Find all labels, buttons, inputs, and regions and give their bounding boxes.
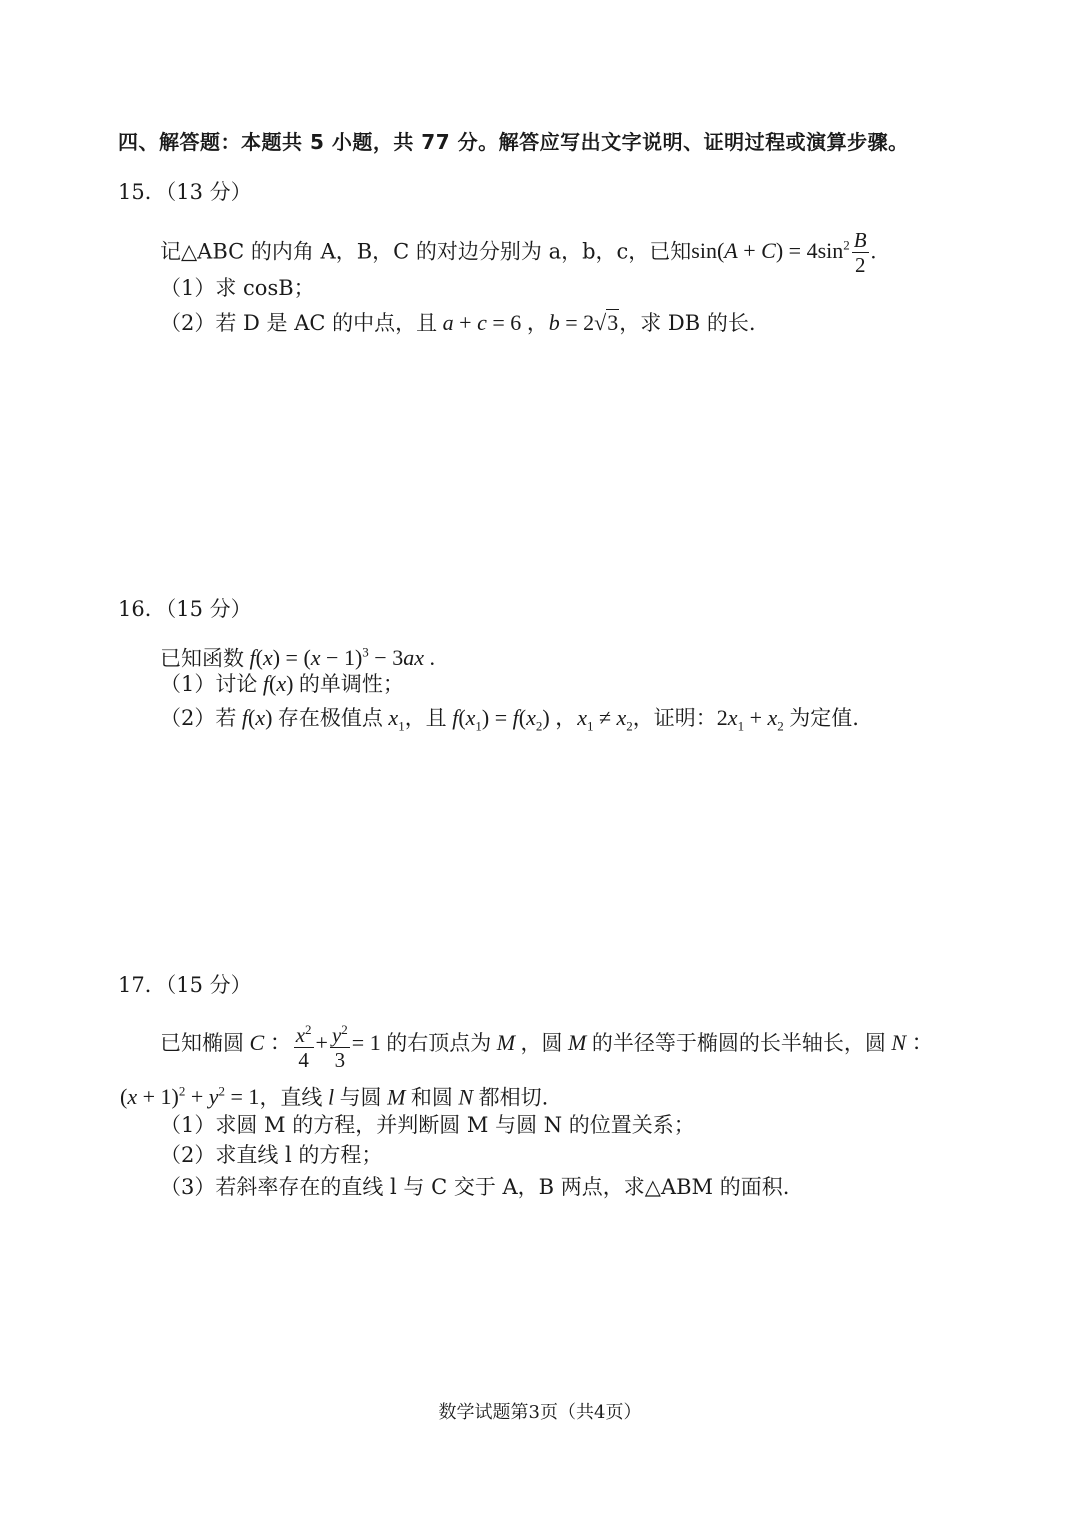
q15-fraction-b-over-2: $\frac{B}{2}$ bbox=[853, 228, 867, 278]
q16-stem-text: 已知函数 bbox=[160, 646, 244, 671]
q17-part3: （3）若斜率存在的直线 l 与 C 交于 A，B 两点，求△ABM 的面积. bbox=[160, 1175, 790, 1199]
q17-fraction-y2-over-3: $\frac{y^2}{3}$ bbox=[330, 1018, 350, 1072]
q15-stem: 记△ABC 的内角 A，B，C 的对边分别为 a，b，c，已知$\sin(A + C) = 4\sin^2$ $\frac{B}{2}$ . bbox=[160, 228, 877, 278]
q15-stem-text: 记△ABC 的内角 A，B，C 的对边分别为 a，b，c，已知 bbox=[160, 239, 692, 264]
page-footer: 数学试题第3页（共4页） bbox=[438, 1402, 642, 1423]
q16-label: 16．（15 分） bbox=[118, 597, 252, 621]
q16-part1 bbox=[160, 669, 404, 699]
q17-stem-line2: $(x + 1)^2 + y^2 = 1$，直线 l 与圆 M 和圆 N 都相切. bbox=[120, 1084, 549, 1110]
q15-part2 bbox=[160, 308, 756, 338]
q16-part1-text-b: 的单调性； bbox=[298, 672, 404, 696]
q16-part1-formula: f(x) bbox=[262, 671, 299, 696]
q15-part1: （1）求 cosB； bbox=[160, 276, 315, 300]
section-heading: 四、解答题：本题共 5 小题，共 77 分。解答应写出文字说明、证明过程或演算步骤。 bbox=[118, 130, 909, 154]
q15-label: 15．（13 分） bbox=[118, 180, 252, 204]
q16-part2-expression: $2x_1 + x_2$ bbox=[716, 705, 784, 734]
q17-ellipse-name: C ： bbox=[249, 1030, 292, 1055]
q15-part2-formula: a + c = 6 ，b = 2√3 bbox=[442, 310, 619, 335]
q16-part1-text-a: （1）讨论 bbox=[160, 672, 258, 696]
q16-part2-text-a: （2）若 bbox=[160, 706, 237, 730]
q17-fraction-x2-over-4: $\frac{x^2}{4}$ bbox=[294, 1018, 314, 1072]
q17-part1: （1）求圆 M 的方程，并判断圆 M 与圆 N 的位置关系； bbox=[160, 1113, 695, 1137]
q17-part2: （2）求直线 l 的方程； bbox=[160, 1143, 383, 1167]
q17-label: 17．（15 分） bbox=[118, 973, 252, 997]
q16-part2-condition: $f(x_1) = f(x_2)$ ，$x_1 \ne x_2$ bbox=[452, 705, 633, 734]
q15-part2-text-b: ，求 DB 的长. bbox=[619, 311, 756, 335]
q17-stem-line1: 已知椭圆 C ： $\frac{x^2}{4}$ + $\frac{y^2}{3}$ = 1 的右顶点为 M ，圆 M 的半径等于椭圆的长半轴长，圆 N ： bbox=[160, 1016, 934, 1072]
q17-circle-n-equation: $(x + 1)^2 + y^2 = 1$ bbox=[120, 1084, 260, 1110]
q16-part2: （2）若 f(x) 存在极值点 $x_1$，且 $f(x_1) = f(x_2)$ ，$x_1 \ne x_2$，证明：$2x_1 + x_2$ 为定值. bbox=[160, 705, 859, 734]
q16-function-formula: $f(x) = (x - 1)^3 - 3ax$ . bbox=[249, 645, 435, 671]
q15-part2-text-a: （2）若 D 是 AC 的中点，且 bbox=[160, 311, 438, 335]
q15-condition-formula: $\sin(A + C) = 4\sin^2$ bbox=[691, 238, 850, 264]
